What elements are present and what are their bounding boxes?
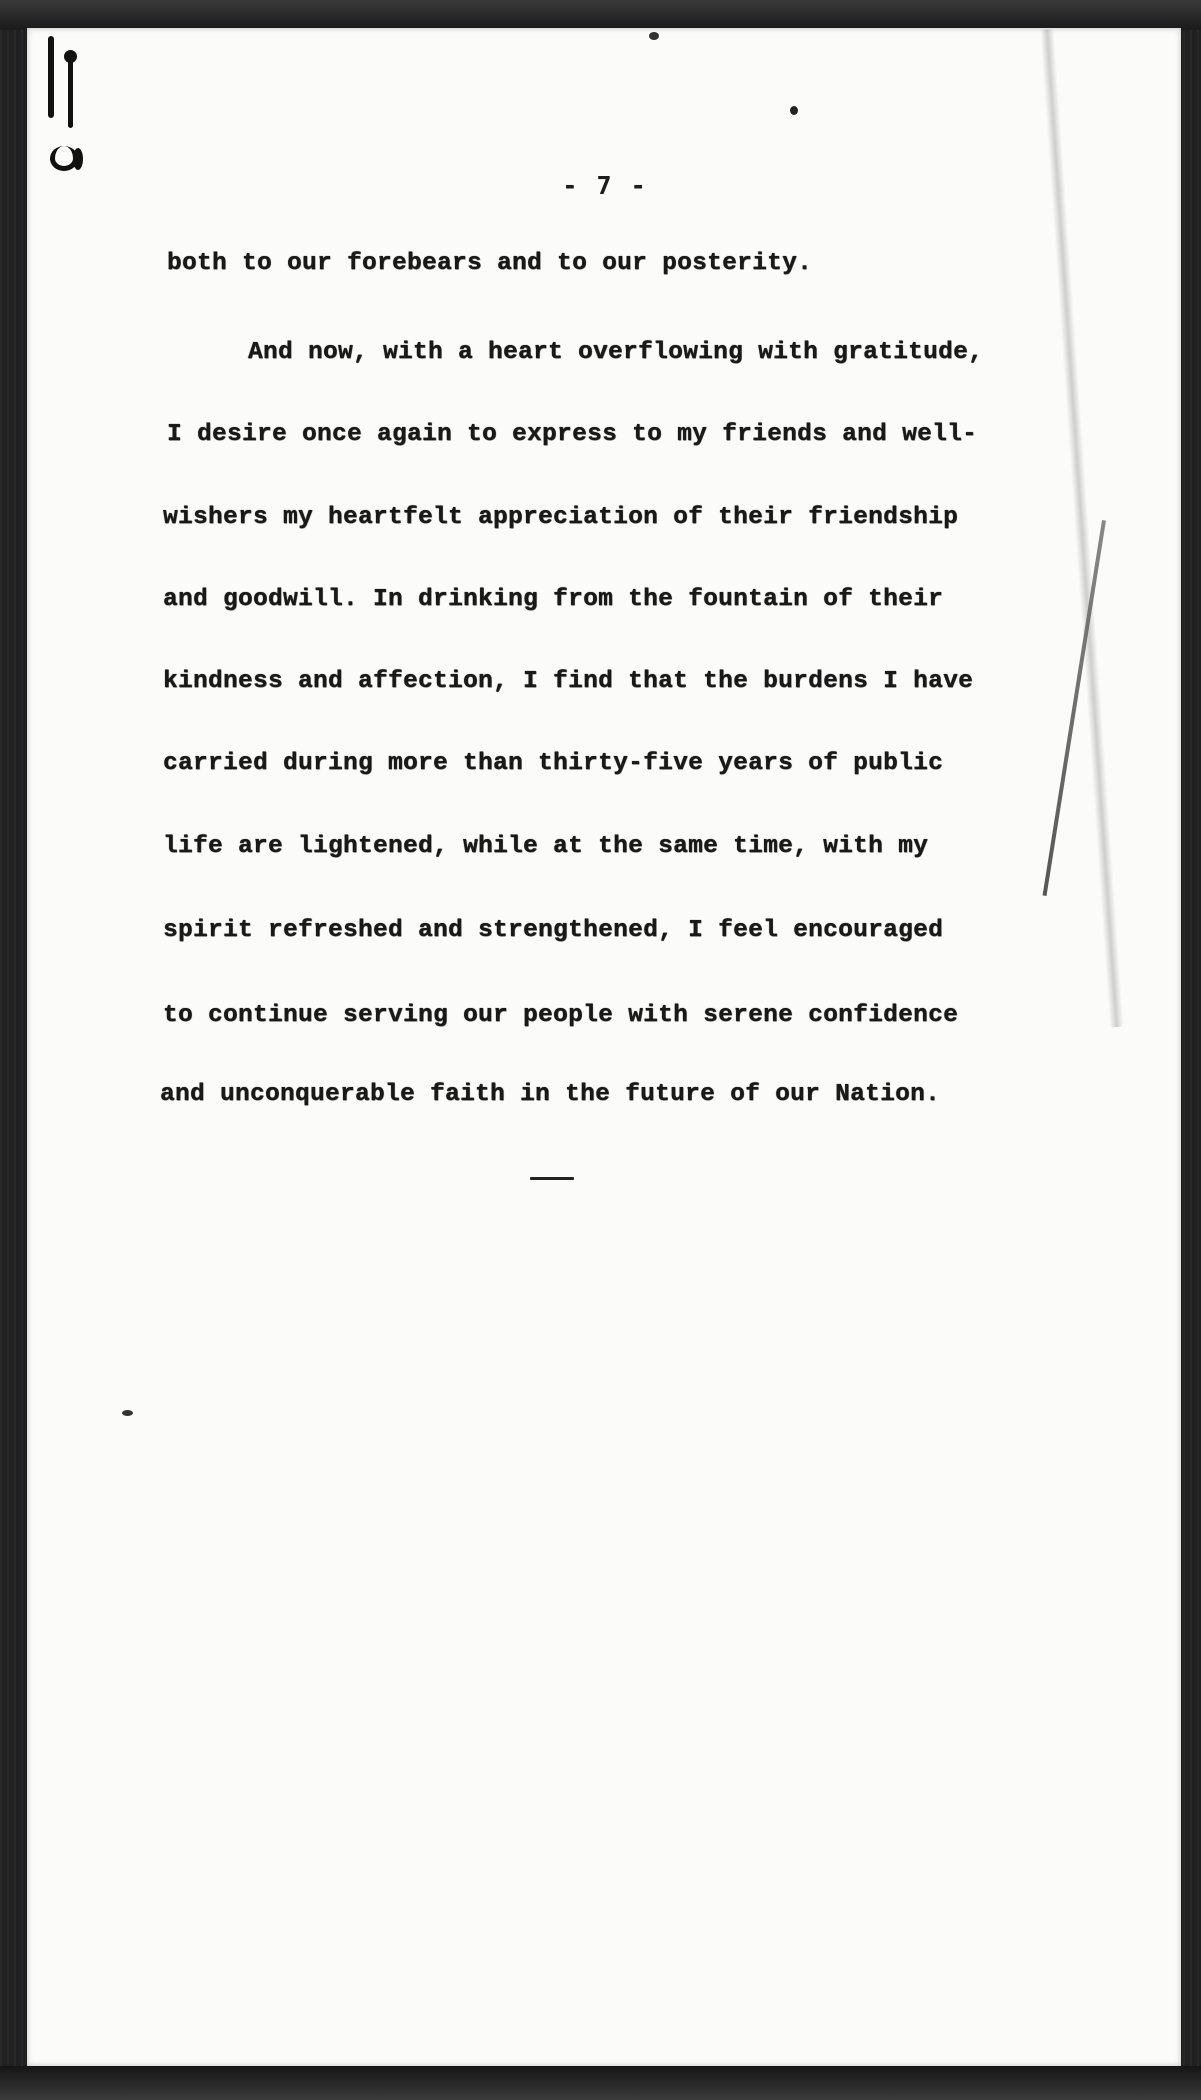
body-text-line: kindness and affection, I find that the burdens I have	[163, 668, 974, 695]
margin-annotation-mark	[44, 28, 86, 178]
body-text-line: to continue serving our people with serene confidence	[163, 1002, 959, 1029]
scan-bottom-strip	[0, 2066, 1201, 2100]
closing-rule	[530, 1177, 574, 1180]
ink-speck	[790, 106, 798, 115]
body-text-line: carried during more than thirty-five years of public	[163, 750, 944, 777]
scan-top-strip	[0, 0, 1201, 30]
body-text-line: I desire once again to express to my friends and well-	[167, 421, 978, 448]
body-text-line: both to our forebears and to our posterity.	[167, 250, 813, 277]
body-text-line: and goodwill. In drinking from the fountain of their	[163, 586, 944, 613]
body-text-line: spirit refreshed and strengthened, I feel encouraged	[163, 917, 944, 944]
body-text-line: wishers my heartfelt appreciation of their friendship	[163, 504, 959, 531]
ink-speck	[649, 32, 659, 40]
body-text-line: life are lightened, while at the same time, with my	[163, 833, 929, 860]
body-text-line: and unconquerable faith in the future of our Nation.	[160, 1081, 941, 1108]
document-page	[27, 28, 1181, 2066]
body-text-line: And now, with a heart overflowing with gratitude,	[248, 339, 984, 366]
page-number: - 7 -	[562, 171, 648, 200]
ink-speck	[122, 1410, 133, 1416]
